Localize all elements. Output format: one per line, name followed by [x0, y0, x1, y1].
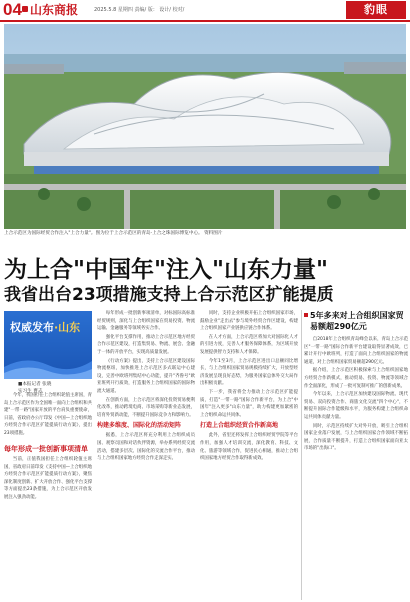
article-headline: 为上合"中国年"注入"山东力量": [4, 257, 328, 283]
paragraph: 下一步，我省将全力推动上合示范区扩能提质，打造"一带一路"国际合作新平台，为上合"中国年"注入更多"山东力量"，助力构建更加紧密的上合组织命运共同体。: [200, 389, 298, 418]
byline-intern: 实习生 曹志: [18, 389, 43, 394]
paragraph: 此外，省里还将发挥上合组织经贸学院等平台作用，加强人才培训交流，深化教育、科技、文化、旅游等领域合作，促进民心相通，推动上合组织国家地方经贸合作取得新成效。: [200, 433, 298, 462]
expo-center-aerial-photo: [4, 24, 406, 229]
column-b: [97, 310, 195, 600]
sidebar-article: [304, 310, 408, 600]
column-a: [4, 392, 92, 442]
paragraph: 当前，正值我国担任上合组织轮值主席国，省政府日前印发《支持中国—上合组织地方经贸合作示范区扩能提质行动方案》，聚焦深化制度创新、扩大开放合作、强化平台支撑等方面提出23条措施，为上合示范区开放发展注入强劲动能。: [4, 457, 92, 500]
paragraph: 同时，示范区持续扩大对外开放，吸引上合组织国家企业落户发展，与上合组织国家合作领域不断拓展，合作质量不断提升，打造上合组织国家面向亚太市场的"出海口"。: [304, 423, 408, 452]
paragraph: 每年形成一批创新事项清单，对标国际高标准经贸规则，深化与上合组织国家在贸易投资、物流运输、金融服务等领域务实合作。: [97, 311, 195, 332]
paragraph: 在人才方面，上合示范区将加大对国际化人才的引进力度，完善人才服务保障体系，为区域开放发展提供智力支持和人才保障。: [200, 334, 298, 355]
column-c-subheading: 打造上合组织经贸合作新高地: [200, 422, 279, 430]
paragraph: 今年1至3月，上合示范区进出口总额同比增长，与上合组织国家贸易规模持续扩大，开放型经济发展呈现良好态势，为服务国家总体外交大局作出积极贡献。: [200, 358, 298, 387]
section-tag: 豹眼: [346, 1, 406, 19]
page-header: [0, 0, 410, 20]
column-c: [200, 310, 298, 600]
banner-wave-icon: [4, 349, 92, 379]
sidebar-marker-icon: [304, 313, 308, 317]
sidebar-title: 5年多来对上合组织国家贸易额超290亿元: [310, 311, 404, 331]
paragraph: 今年，我国担任上合组织轮值主席国，青岛上合示范区作为全国唯一面向上合组织和共建"一带一路"国家开放的平台肩负重要使命，日前，省政府办公厅印发《中国—上合组织地方经贸合作示范区扩能提质行动方案》，提出23项措施。: [4, 393, 92, 436]
column-a-bottom: [4, 456, 92, 600]
paragraph: 据介绍，上合示范区积极探索与上合组织国家地方经贸合作新模式，推动贸易、投资、物流等领域合作全面深化，形成了一批可复制可推广的创新成果。: [304, 368, 408, 389]
banner-title-part1: 权威发布: [10, 321, 54, 334]
byline-reporter: ■本报记者 张晓: [18, 382, 52, 387]
paper-name: 山东商报: [30, 3, 79, 17]
photo-caption: 上合示范区为国际经贸合作注入"上合力量"。图为位于上合示范区的青岛·上合之珠国际博览中心。 资料图片: [4, 231, 223, 236]
banner-title: [10, 321, 80, 335]
paragraph: 《行动方案》提出，支持上合示范区建设国际物流枢纽，加快推进上合示范区多式联运中心建设，完善中欧班列集结中心功能，提升"齐鲁号"欧亚班列开行质效，打造服务上合组织国家的国际物流大通道。: [97, 358, 195, 394]
authority-release-banner: [4, 311, 92, 379]
sidebar-body: [304, 336, 408, 600]
column-b-subheading: 构建多维度、国际化的活动矩阵: [97, 422, 182, 430]
edition-meta: 2025.5.8 星期四 责编/ 版： 设计/ 校对/: [94, 7, 185, 13]
column-a-subheading: 每年形成一批创新事项清单: [4, 445, 88, 453]
paragraph: 在创新方面，上合示范区将深化投资贸易便利化改革，推动跨境电商、市场采购等新业态发展，培育外贸新动能，不断提升国际竞争力和影响力。: [97, 397, 195, 418]
page-number: 04: [3, 0, 22, 19]
paragraph: 同时，支持企业积极开拓上合组织国家市场，鼓励企业"走出去"参与境外经贸合作区建设，构建上合组织国家产业链供应链合作体系。: [200, 311, 298, 332]
masthead-dot-icon: [22, 6, 28, 12]
lead-photo: [4, 24, 406, 229]
header-rule: [0, 20, 410, 22]
banner-title-part2: ·山东: [54, 321, 81, 334]
paragraph: 据悉，上合示范区将充分利用上合组织成员国、观察员国和对话伙伴资源，举办系列经贸交流活动，搭建多层次、国际化的交流合作平台，推动与上合组织国家地方经贸合作走深走实。: [97, 433, 195, 462]
paragraph: 今年以来，上合示范区加快建设国际物流、现代贸易、双向投资合作、商旅文化交流"四个中心"，不断提升国际合作能级和水平，为服务构建上合组织命运共同体贡献力量。: [304, 392, 408, 420]
paragraph: 强化平台支撑作用，推动上合示范区地方经贸合作示范区建设，打造集贸易、物流、展会、金融于一体的开放平台，实现高质量发展。: [97, 334, 195, 355]
article-subheadline: 我省出台23项措施支持上合示范区扩能提质: [4, 285, 334, 305]
sidebar-divider: [301, 310, 302, 600]
paragraph: 自2018年上合组织青岛峰会以来，青岛上合示范区"一带一路"国际合作新平台建设取得显著成效，已累计开行中欧班列，打造了面向上合组织国家的物流通道，对上合组织国家贸易额超290亿元。: [304, 337, 408, 365]
